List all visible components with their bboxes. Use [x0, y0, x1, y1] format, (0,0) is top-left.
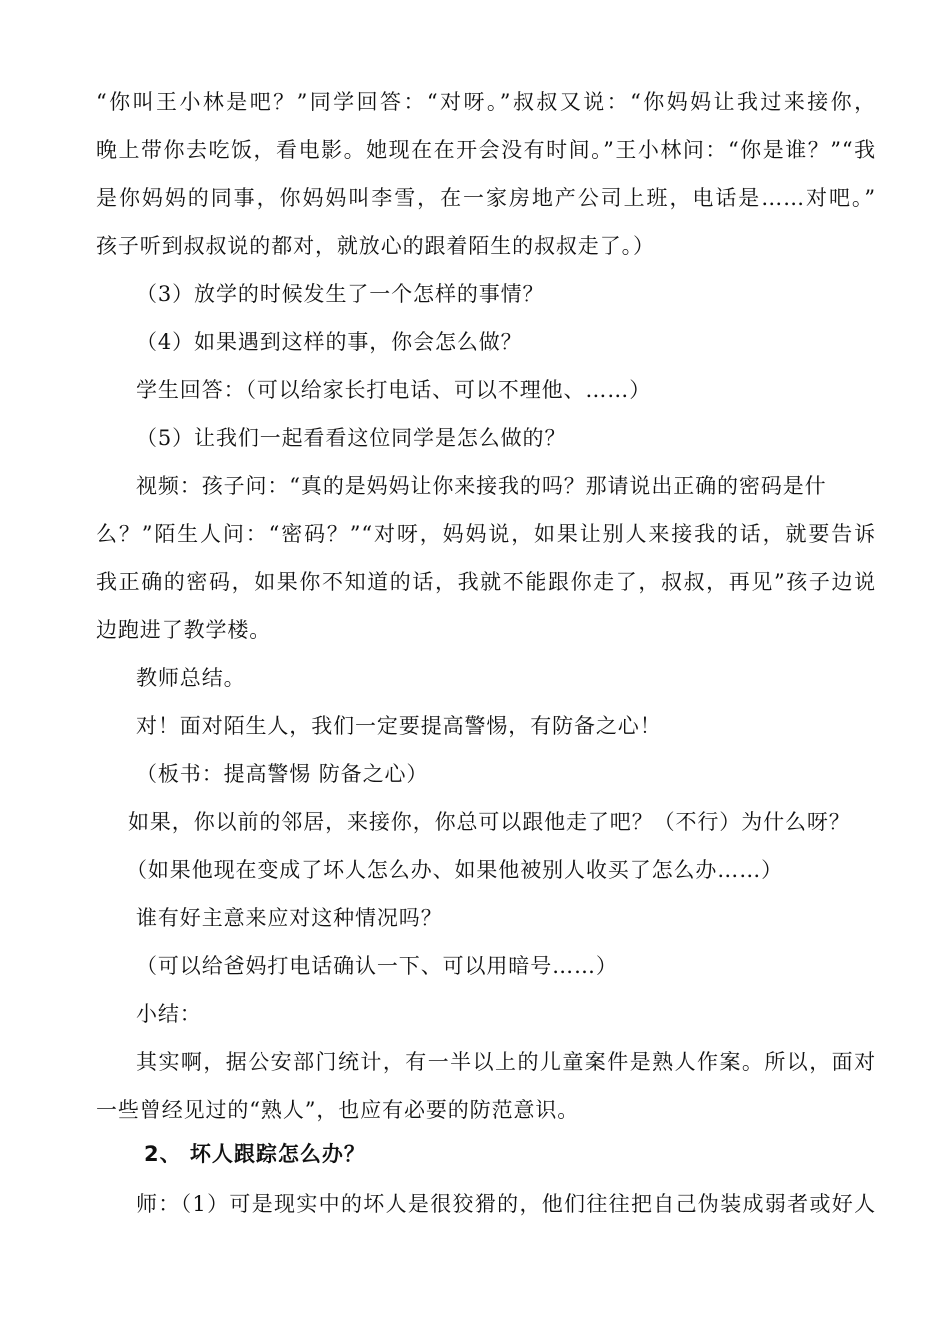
question-4: （4）如果遇到这样的事，你会怎么做？: [136, 330, 523, 354]
video-line-4: 边跑进了教学楼。: [96, 618, 272, 642]
question-5: （5）让我们一起看看这位同学是怎么做的？: [136, 426, 567, 450]
paragraph-line-2: 晚上带你去吃饭，看电影。她现在在开会没有时间。”王小林问：“你是谁？”“我: [96, 138, 876, 162]
teacher-summary-label: 教师总结。: [136, 666, 246, 690]
neighbor-answer: （如果他现在变成了坏人怎么办、如果他被别人收买了怎么办……）: [126, 858, 783, 882]
paragraph-line-4: 孩子听到叔叔说的都对，就放心的跟着陌生的叔叔走了。）: [96, 234, 655, 258]
summary-line-1: 其实啊，据公安部门统计，有一半以上的儿童案件是熟人作案。所以，面对: [136, 1050, 876, 1074]
question-3: （3）放学的时候发生了一个怎样的事情？: [136, 282, 545, 306]
idea-answer: （可以给爸妈打电话确认一下、可以用暗号……）: [136, 954, 618, 978]
neighbor-question: 如果，你以前的邻居，来接你，你总可以跟他走了吧？（不行）为什么呀？: [128, 810, 851, 834]
blackboard-note: （板书：提高警惕 防备之心）: [136, 762, 429, 786]
teacher-line: 师：（1）可是现实中的坏人是很狡猾的，他们往往把自己伪装成弱者或好人: [136, 1192, 876, 1216]
idea-question: 谁有好主意来应对这种情况吗？: [136, 906, 443, 930]
teacher-summary: 对！面对陌生人，我们一定要提高警惕，有防备之心！: [136, 714, 662, 738]
video-line-1: 视频：孩子问：“真的是妈妈让你来接我的吗？那请说出正确的密码是什: [136, 474, 827, 498]
video-line-2: 么？”陌生人问：“密码？”“对呀，妈妈说，如果让别人来接我的话，就要告诉: [96, 522, 876, 546]
section-heading: 2、 坏人跟踪怎么办？: [144, 1142, 366, 1166]
student-answer: 学生回答：（可以给家长打电话、可以不理他、……）: [136, 378, 652, 402]
video-line-3: 我正确的密码，如果你不知道的话，我就不能跟你走了，叔叔，再见”孩子边说: [96, 570, 876, 594]
summary-line-2: 一些曾经见过的“熟人”，也应有必要的防范意识。: [96, 1098, 580, 1122]
summary-label: 小结：: [136, 1002, 202, 1026]
paragraph-line-3: 是你妈妈的同事，你妈妈叫李雪，在一家房地产公司上班，电话是……对吧。”: [96, 186, 876, 210]
paragraph-line-1: “你叫王小林是吧？”同学回答：“对呀。”叔叔又说：“你妈妈让我过来接你，: [96, 90, 876, 114]
